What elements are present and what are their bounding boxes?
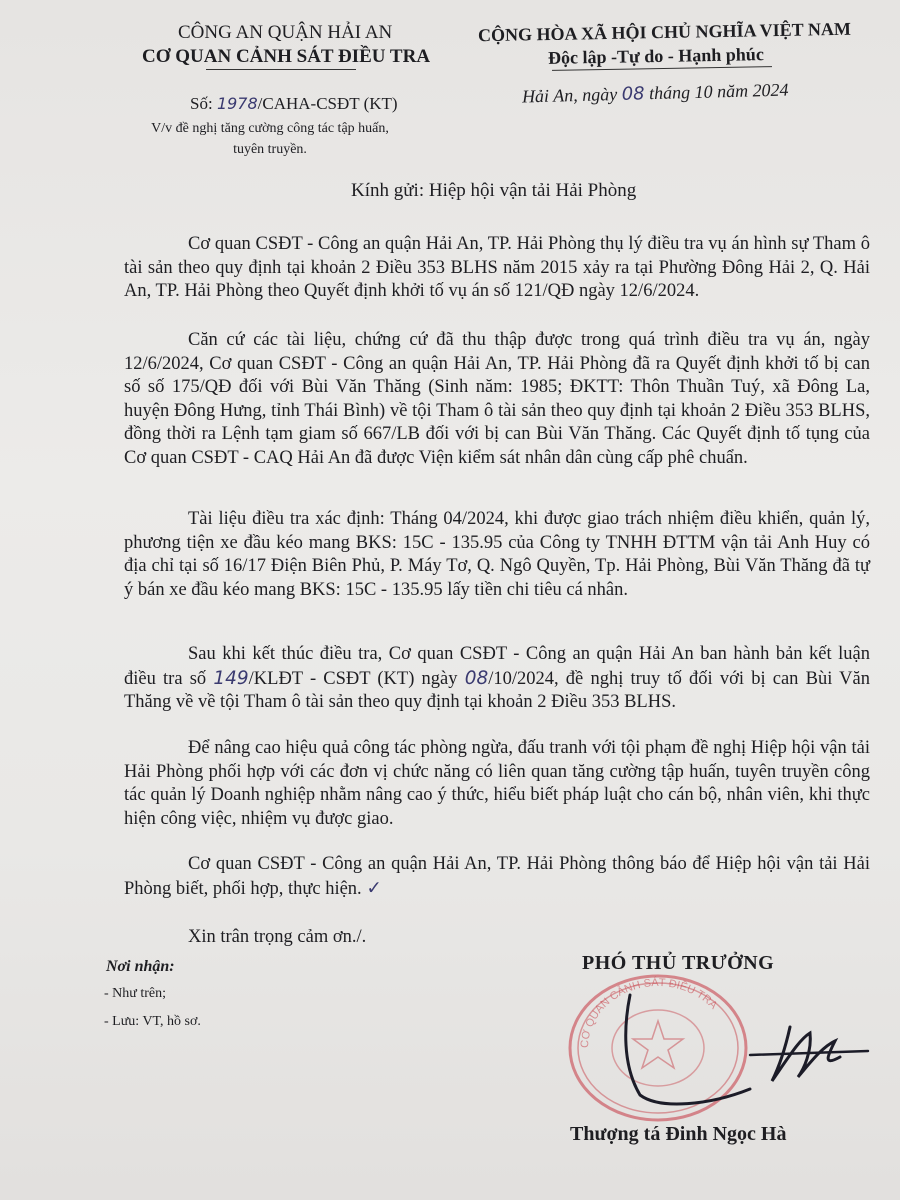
document-subject: V/v đề nghị tăng cường công tác tập huấn, tuyên truyền.	[151, 121, 389, 157]
recipients-title: Nơi nhận:	[106, 958, 175, 975]
paragraph-6	[124, 853, 870, 901]
agency-department: CƠ QUAN CẢNH SÁT ĐIỀU TRA	[142, 46, 431, 67]
paragraph-2	[124, 329, 870, 470]
handwritten-signature	[600, 985, 870, 1115]
conclusion-number-handwritten: 149	[213, 667, 249, 689]
national-title: CỘNG HÒA XÃ HỘI CHỦ NGHĨA VIỆT NAM	[477, 18, 852, 46]
document-number-prefix: Số:	[190, 94, 217, 113]
document-number	[190, 94, 398, 114]
paragraph-3-text: Tài liệu điều tra xác định: Tháng 04/2024, khi được giao trách nhiệm điều khiển, quản lý, phương tiện xe đầu kéo mang BKS: 15C - 135.95 của Công ty TNHH ĐTTM vận tải Anh Huy có địa chỉ tại số 16/17 Điện Biên Phủ, P. Máy Tơ, Q. Ngô Quyền, Tp. Hải Phòng, Bùi Văn Thăng đã tự ý bán xe đầu kéo mang BKS: 15C - 135.95 lấy tiền chi tiêu cá nhân.	[124, 509, 870, 600]
paragraph-2-text: Căn cứ các tài liệu, chứng cứ đã thu thập được trong quá trình điều tra vụ án, ngày 12/6/2024, Cơ quan CSĐT - Công an quận Hải An, TP. Hải Phòng đã ra Quyết định khởi tố bị can số số 175/QĐ đối với Bùi Văn Thăng (Sinh năm: 1985; ĐKTT: Thôn Thuần Tuý, xã Đông La, huyện Đông Hưng, tỉnh Thái Bình) về tội Tham ô tài sản theo quy định tại khoản 2 Điều 353 BLHS, đồng thời ra Lệnh tạm giam số 667/LB đối với bị can Bùi Văn Thăng. Các Quyết định tố tụng của Cơ quan CSĐT - CAQ Hải An đã được Viện kiểm sát nhân dân cùng cấp phê chuẩn.	[124, 330, 870, 468]
signer-position: PHÓ THỦ TRƯỞNG	[582, 952, 775, 974]
date-prefix: Hải An, ngày	[521, 83, 622, 107]
document-number-handwritten: 1978	[216, 94, 258, 113]
paragraph-7	[124, 926, 870, 950]
document-number-suffix: /CAHA-CSĐT (KT)	[257, 94, 398, 113]
check-mark-icon: ✓	[366, 877, 382, 899]
date-suffix: tháng 10 năm 2024	[644, 79, 789, 104]
recipients-item: - Như trên;	[104, 986, 167, 1001]
paragraph-4-text-b: /KLĐT - CSĐT (KT) ngày	[248, 668, 465, 689]
date-day-handwritten: 08	[621, 83, 645, 105]
header-left-rule	[206, 69, 356, 70]
paragraph-4-text-c: /10/2024, đề nghị truy tố đối với bị can Bùi Văn Thăng về về tội Tham ô tài sản theo quy định tại khoản 2 Điều 353 BLHS.	[124, 668, 870, 712]
recipients-item: - Lưu: VT, hồ sơ.	[104, 1014, 201, 1029]
closing-line: Xin trân trọng cảm ơn./.	[188, 927, 367, 947]
agency-name: CÔNG AN QUẬN HẢI AN	[178, 22, 393, 43]
paragraph-6-text: Cơ quan CSĐT - Công an quận Hải An, TP. Hải Phòng thông báo để Hiệp hội vận tải Hải Phòng biết, phối hợp, thực hiện.	[124, 854, 870, 899]
paragraph-4	[124, 643, 870, 715]
seal-text: CƠ QUAN CẢNH SÁT ĐIỀU TRA	[578, 976, 720, 1049]
document-date	[522, 80, 789, 108]
conclusion-day-handwritten: 08	[464, 667, 489, 689]
paragraph-4-text-a: Sau khi kết thúc điều tra, Cơ quan CSĐT - Công an quận Hải An ban hành bản kết luận điều tra số	[124, 644, 870, 689]
signer-name: Thượng tá Đinh Ngọc Hà	[570, 1123, 787, 1145]
national-motto: Độc lập -Tự do - Hạnh phúc	[547, 44, 765, 68]
paragraph-1-text: Cơ quan CSĐT - Công an quận Hải An, TP. Hải Phòng thụ lý điều tra vụ án hình sự Tham ô tài sản theo quy định tại khoản 2 Điều 353 BLHS năm 2015 xảy ra tại Phường Đông Hải 2, Q. Hải An, TP. Hải Phòng theo Quyết định khởi tố vụ án số 121/QĐ ngày 12/6/2024.	[124, 234, 870, 301]
paragraph-5	[124, 737, 870, 831]
recipient-line: Kính gửi: Hiệp hội vận tải Hải Phòng	[351, 180, 637, 201]
paragraph-3	[124, 508, 870, 602]
paragraph-1	[124, 233, 870, 304]
paragraph-5-text: Để nâng cao hiệu quả công tác phòng ngừa, đấu tranh với tội phạm đề nghị Hiệp hội vận tải Hải Phòng phối hợp với các đơn vị chức năng có liên quan tăng cường tập huấn, tuyên truyền công tác quản lý Doanh nghiệp nhằm nâng cao ý thức, hiểu biết pháp luật cho cán bộ, nhân viên, khi thực hiện công việc, nhiệm vụ được giao.	[124, 738, 870, 829]
